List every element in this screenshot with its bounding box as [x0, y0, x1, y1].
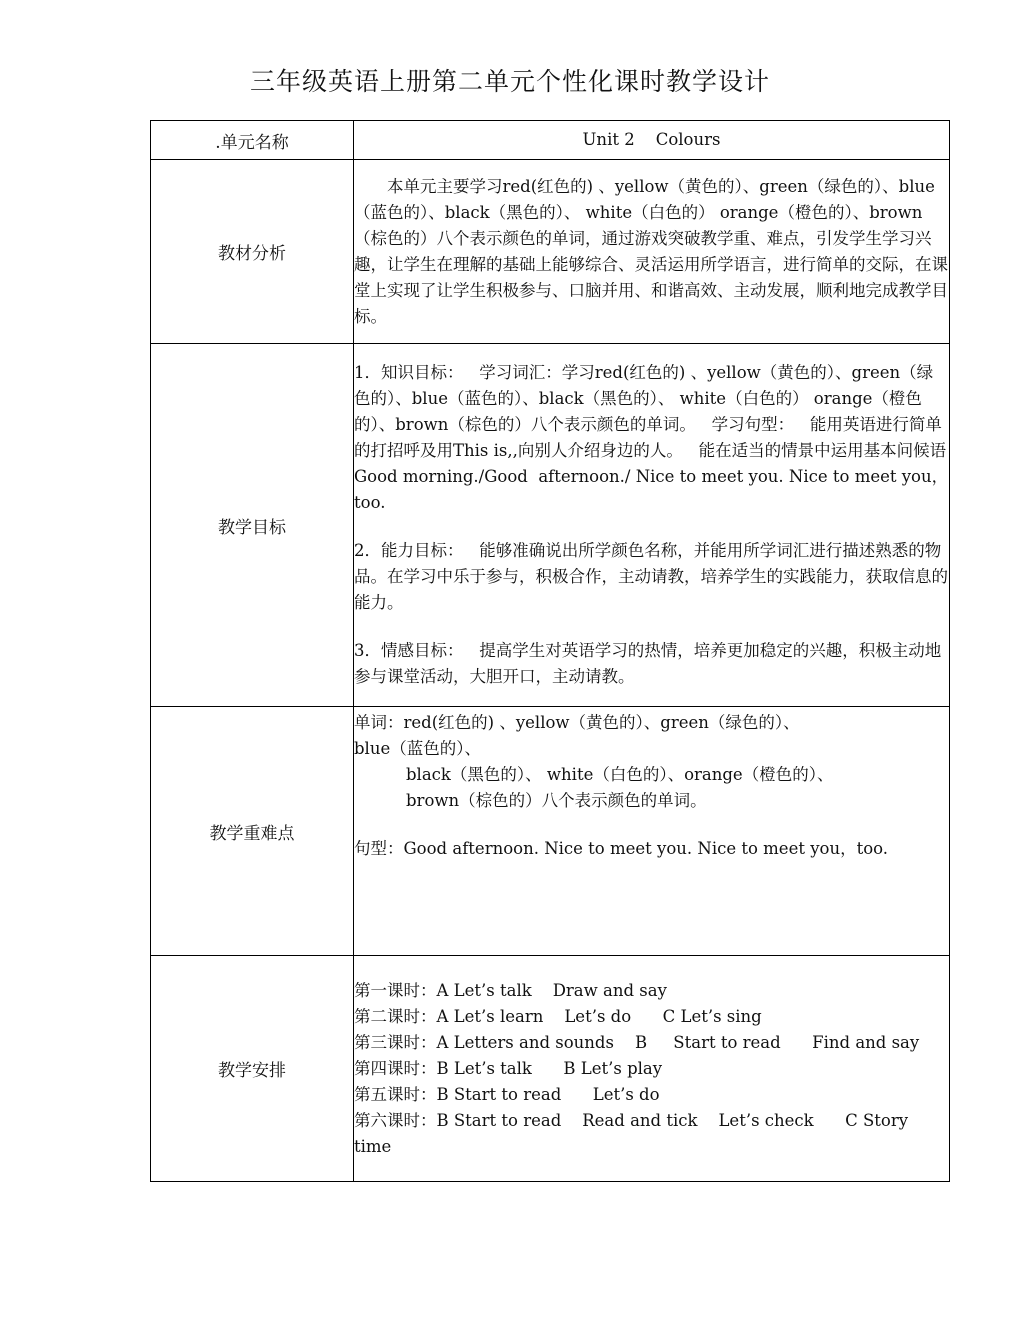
emotion-goal: 3．情感目标： 提高学生对英语学习的热情，培养更加稳定的兴趣，积极主动地参与课堂活动，大胆开口，主动请教。	[354, 641, 942, 686]
key-points-label: 教学重难点	[151, 707, 354, 956]
key-words-line-3: black（黑色的）、 white（白色的）、orange（橙色的）、	[406, 765, 834, 784]
unit-name-value: Unit 2 Colours	[354, 121, 950, 160]
schedule-label: 教学安排	[151, 956, 354, 1182]
key-words-line-4: brown（棕色的）八个表示颜色的单词。	[406, 791, 707, 810]
material-analysis-cell	[354, 160, 950, 344]
lesson-item: 第三课时：A Letters and sounds B Start to read Find and say	[354, 1032, 920, 1052]
unit-name-label: .单元名称	[151, 121, 354, 160]
lesson-item: 第五课时：B Start to read Let’s do	[354, 1084, 660, 1104]
lesson-item: 第一课时：A Let’s talk Draw and say	[354, 980, 667, 1000]
lesson-item: 第二课时：A Let’s learn Let’s do C Let’s sing	[354, 1006, 762, 1026]
schedule-row	[151, 956, 950, 1182]
teaching-goals-row	[151, 344, 950, 707]
material-analysis-row	[151, 160, 950, 344]
lesson-plan-table	[150, 120, 950, 1182]
material-analysis-label: 教材分析	[151, 160, 354, 344]
unit-name-row	[151, 121, 950, 160]
lesson-item: 第四课时：B Let’s talk B Let’s play	[354, 1058, 663, 1078]
teaching-goals-label: 教学目标	[151, 344, 354, 707]
key-words-line-1: 单词：red(红色的) 、yellow（黄色的）、green（绿色的）、	[354, 713, 800, 732]
knowledge-goal: 1．知识目标： 学习词汇：学习red(红色的) 、yellow（黄色的）、green（绿色的）、blue（蓝色的）、black（黑色的）、 white（白色的） orange（橙色的）、brown（棕色的）八个表示颜色的单词。 学习句型： 能用英语进行简单的打招呼及用This is,,向别人介绍身边的人。 能在适当的情景中运用基本问候语Good morning./Good afternoon./ Nice to meet you. Nice to meet you，too.	[354, 363, 949, 512]
lesson-item: 第六课时：B Start to read Read and tick Let’s check C Story time	[354, 1110, 914, 1156]
document-title: 三年级英语上册第二单元个性化课时教学设计	[249, 67, 770, 96]
teaching-goals-cell	[354, 344, 950, 707]
ability-goal: 2．能力目标： 能够准确说出所学颜色名称，并能用所学词汇进行描述熟悉的物品。在学习中乐于参与，积极合作，主动请教，培养学生的实践能力，获取信息的能力。	[354, 541, 948, 612]
key-points-row	[151, 707, 950, 956]
schedule-cell	[354, 956, 950, 1182]
key-points-cell	[354, 707, 950, 956]
key-sentences: 句型：Good afternoon. Nice to meet you. Nice to meet you，too.	[354, 839, 889, 858]
material-analysis-text: 本单元主要学习red(红色的) 、yellow（黄色的）、green（绿色的）、blue（蓝色的）、black（黑色的）、 white（白色的） orange（橙色的）、brown（棕色的）八个表示颜色的单词，通过游戏突破教学重、难点，引发学生学习兴趣，让学生在理解的基础上能够综合、灵活运用所学语言，进行简单的交际，在课堂上实现了让学生积极参与、口脑并用、和谐高效、主动发展，顺利地完成教学目标。	[354, 176, 948, 326]
key-words-line-2: blue（蓝色的）、	[354, 739, 481, 758]
